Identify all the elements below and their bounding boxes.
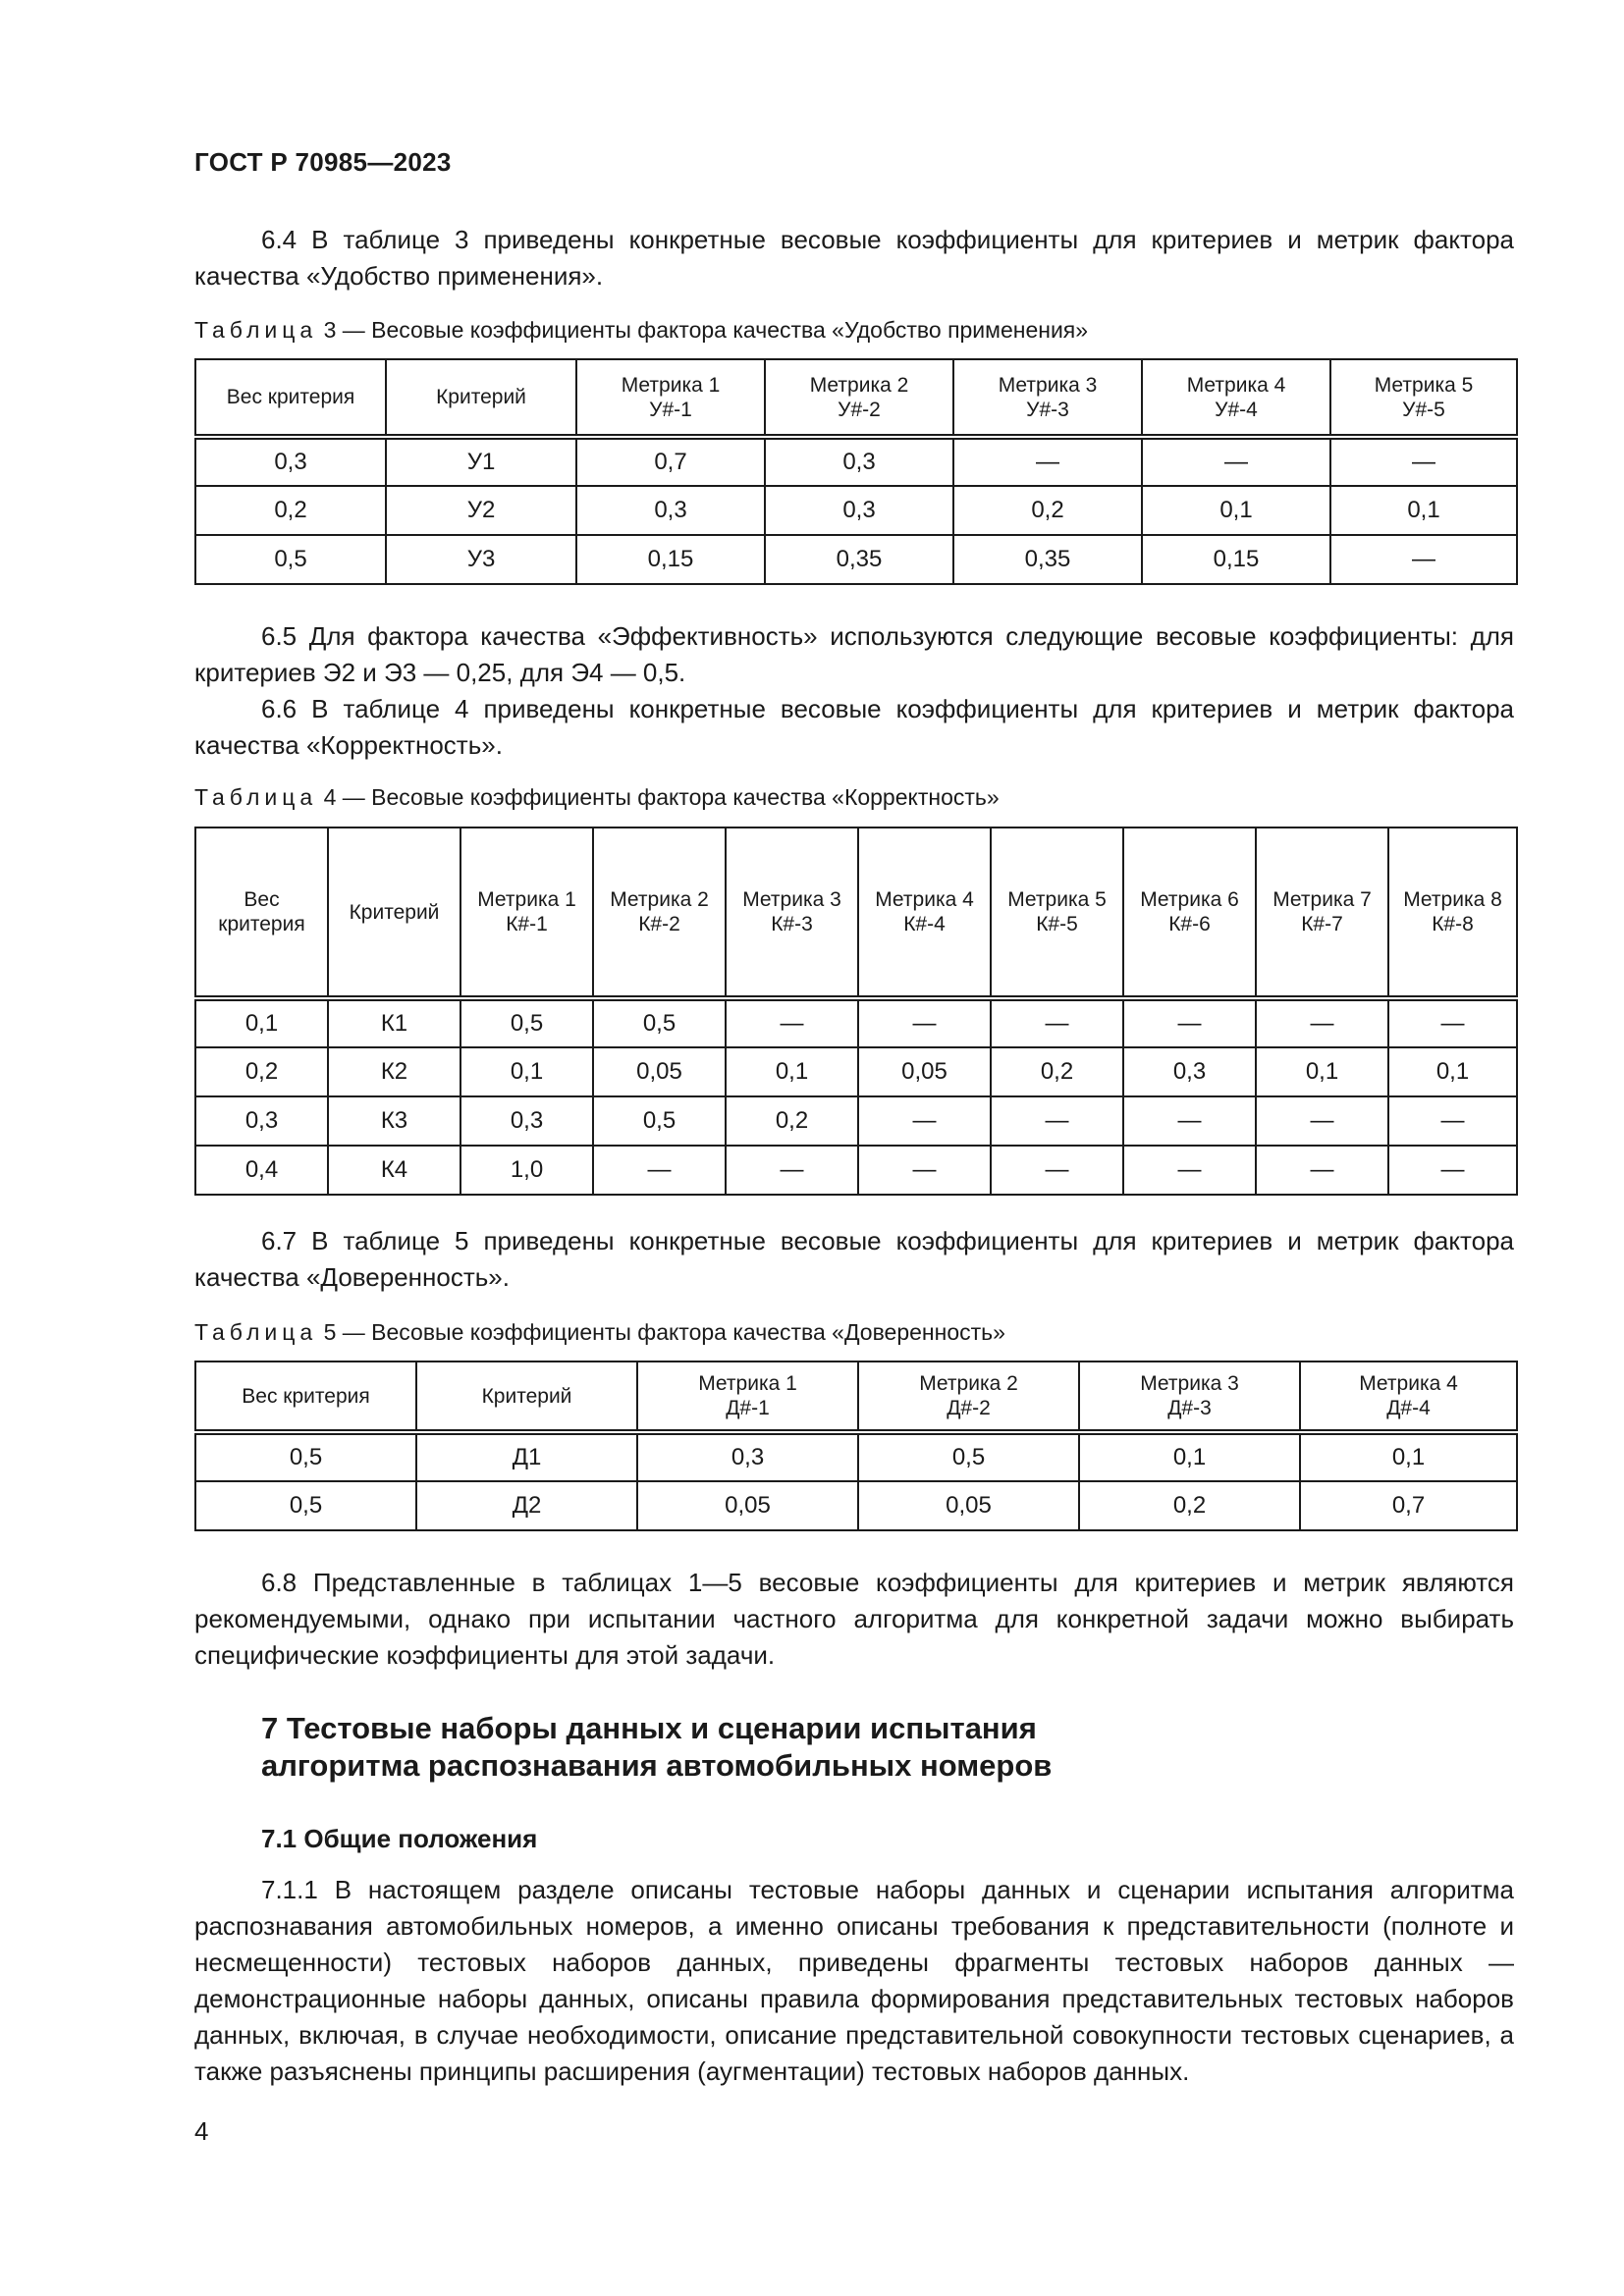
header-cell: Вес критерия <box>195 828 328 998</box>
table-cell: — <box>1256 998 1388 1047</box>
table-cell: 0,2 <box>195 1047 328 1096</box>
table-header-row <box>195 828 1517 998</box>
table-cell: 1,0 <box>460 1146 593 1195</box>
table-cell: — <box>1330 437 1517 486</box>
table-cell: 0,3 <box>765 437 953 486</box>
table-5-caption-text: 5 — Весовые коэффициенты фактора качества «Доверенность» <box>323 1319 1005 1345</box>
table-cell: 0,1 <box>1330 486 1517 535</box>
table-4 <box>194 827 1518 1196</box>
table-cell: 0,3 <box>195 1096 328 1146</box>
table-cell: 0,5 <box>593 998 726 1047</box>
table-cell: У2 <box>386 486 576 535</box>
header-cell: Метрика 2 К#-2 <box>593 828 726 998</box>
table-row <box>195 1432 1517 1481</box>
table-cell: — <box>858 1146 991 1195</box>
table-cell: 0,1 <box>726 1047 858 1096</box>
subsection-7-1-title: 7.1 Общие положения <box>261 1824 538 1853</box>
table-cell: 0,3 <box>765 486 953 535</box>
table-3-caption-word: Таблица <box>194 317 318 343</box>
header-cell: Метрика 1 Д#-1 <box>637 1362 858 1432</box>
table-cell: 0,7 <box>1300 1481 1517 1530</box>
table-cell: 0,3 <box>637 1432 858 1481</box>
table-cell: — <box>953 437 1142 486</box>
table-row <box>195 1096 1517 1146</box>
table-header-row <box>195 1362 1517 1432</box>
header-cell: Вес критерия <box>195 359 386 437</box>
table-cell: 0,5 <box>195 1432 416 1481</box>
table-cell: 0,35 <box>953 535 1142 584</box>
section-7-title-line-2: алгоритма распознавания автомобильных номеров <box>261 1748 1053 1783</box>
table-cell: 0,05 <box>637 1481 858 1530</box>
table-row <box>195 486 1517 535</box>
table-cell: — <box>1256 1146 1388 1195</box>
table-cell: К4 <box>328 1146 460 1195</box>
table-header-row <box>195 359 1517 437</box>
table-cell: 0,5 <box>195 535 386 584</box>
table-cell: 0,2 <box>726 1096 858 1146</box>
table-cell: — <box>593 1146 726 1195</box>
table-3-caption-text: 3 — Весовые коэффициенты фактора качества «Удобство применения» <box>323 317 1089 343</box>
table-cell: 0,05 <box>858 1481 1079 1530</box>
table-4-caption <box>194 784 1000 811</box>
paragraph-6-8: 6.8 Представленные в таблицах 1—5 весовые коэффициенты для критериев и метрик являются рекомендуемыми, однако при испытании частного алгоритма для конкретной задачи можно выбирать специфические коэффициенты для этой задачи. <box>194 1568 1514 1670</box>
table-cell: 0,5 <box>460 998 593 1047</box>
table-5-caption-word: Таблица <box>194 1319 318 1345</box>
table-4-caption-word: Таблица <box>194 784 318 810</box>
header-cell: Критерий <box>386 359 576 437</box>
table-cell: — <box>991 998 1123 1047</box>
table-5 <box>194 1361 1518 1531</box>
table-cell: — <box>1123 1146 1256 1195</box>
table-cell: 0,1 <box>1388 1047 1517 1096</box>
paragraph-7-1-1: 7.1.1 В настоящем разделе описаны тестовые наборы данных и сценарии испытания алгоритма распознавания автомобильных номеров, а именно описаны требования к представительности (полноте и несмещенности) тестовых наборов данных, приведены фрагменты тестовых наборов данных — демонстрационные наборы данных, описаны правила формирования представительных тестовых наборов данных, включая, в случае необходимости, описание представительной совокупности тестовых сценариев, а также разъяснены принципы расширения (аугментации) тестовых наборов данных. <box>194 1875 1514 2086</box>
header-cell: Метрика 2 У#-2 <box>765 359 953 437</box>
table-cell: Д1 <box>416 1432 637 1481</box>
table-cell: У3 <box>386 535 576 584</box>
section-7-title-line-1: 7 Тестовые наборы данных и сценарии испытания <box>261 1711 1037 1745</box>
table-cell: 0,1 <box>1079 1432 1300 1481</box>
header-cell: Метрика 5 К#-5 <box>991 828 1123 998</box>
table-cell: 0,1 <box>195 998 328 1047</box>
table-cell: 0,2 <box>195 486 386 535</box>
table-cell: 0,3 <box>1123 1047 1256 1096</box>
table-cell: 0,5 <box>858 1432 1079 1481</box>
table-cell: — <box>726 998 858 1047</box>
table-5-caption <box>194 1319 1005 1346</box>
table-cell: — <box>1123 998 1256 1047</box>
table-cell: — <box>1330 535 1517 584</box>
header-cell: Критерий <box>416 1362 637 1432</box>
header-cell: Метрика 3 У#-3 <box>953 359 1142 437</box>
table-cell: — <box>1388 998 1517 1047</box>
table-cell: 0,2 <box>991 1047 1123 1096</box>
table-row <box>195 535 1517 584</box>
paragraph-6-4: 6.4 В таблице 3 приведены конкретные весовые коэффициенты для критериев и метрик фактора качества «Удобство применения». <box>194 225 1514 291</box>
table-row <box>195 437 1517 486</box>
table-cell: — <box>1123 1096 1256 1146</box>
table-cell: — <box>726 1146 858 1195</box>
table-3-caption <box>194 317 1088 344</box>
table-cell: 0,1 <box>1300 1432 1517 1481</box>
table-cell: — <box>991 1146 1123 1195</box>
header-cell: Метрика 1 У#-1 <box>576 359 765 437</box>
table-cell: 0,5 <box>195 1481 416 1530</box>
table-cell: 0,2 <box>953 486 1142 535</box>
table-row <box>195 1047 1517 1096</box>
header-cell: Метрика 1 К#-1 <box>460 828 593 998</box>
page-number: 4 <box>194 2116 209 2146</box>
table-cell: К3 <box>328 1096 460 1146</box>
table-cell: 0,5 <box>593 1096 726 1146</box>
header-cell: Вес критерия <box>195 1362 416 1432</box>
table-cell: — <box>1388 1096 1517 1146</box>
paragraph-6-7: 6.7 В таблице 5 приведены конкретные весовые коэффициенты для критериев и метрик фактора качества «Доверенность». <box>194 1226 1514 1292</box>
header-cell: Метрика 3 К#-3 <box>726 828 858 998</box>
table-cell: — <box>1388 1146 1517 1195</box>
header-cell: Метрика 6 К#-6 <box>1123 828 1256 998</box>
table-row <box>195 998 1517 1047</box>
header-cell: Метрика 4 У#-4 <box>1142 359 1330 437</box>
table-cell: 0,1 <box>1256 1047 1388 1096</box>
table-cell: 0,05 <box>593 1047 726 1096</box>
table-row <box>195 1146 1517 1195</box>
table-cell: 0,35 <box>765 535 953 584</box>
paragraph-6-6: 6.6 В таблице 4 приведены конкретные весовые коэффициенты для критериев и метрик фактора качества «Корректность». <box>194 694 1514 760</box>
table-cell: 0,4 <box>195 1146 328 1195</box>
table-cell: 0,3 <box>576 486 765 535</box>
table-cell: — <box>991 1096 1123 1146</box>
table-cell: 0,1 <box>1142 486 1330 535</box>
table-cell: К1 <box>328 998 460 1047</box>
header-cell: Критерий <box>328 828 460 998</box>
header-cell: Метрика 2 Д#-2 <box>858 1362 1079 1432</box>
table-cell: — <box>1142 437 1330 486</box>
paragraph-6-5: 6.5 Для фактора качества «Эффективность» используются следующие весовые коэффициенты: для критериев Э2 и Э3 — 0,25, для Э4 — 0,5. <box>194 621 1514 687</box>
section-7-title <box>261 1710 1052 1785</box>
header-cell: Метрика 7 К#-7 <box>1256 828 1388 998</box>
table-cell: — <box>1256 1096 1388 1146</box>
table-cell: — <box>858 998 991 1047</box>
document-header: ГОСТ Р 70985—2023 <box>194 147 452 177</box>
table-cell: К2 <box>328 1047 460 1096</box>
table-cell: 0,2 <box>1079 1481 1300 1530</box>
table-cell: 0,7 <box>576 437 765 486</box>
table-cell: 0,3 <box>195 437 386 486</box>
table-4-caption-text: 4 — Весовые коэффициенты фактора качества «Корректность» <box>323 784 1000 810</box>
table-cell: 0,15 <box>1142 535 1330 584</box>
header-cell: Метрика 4 К#-4 <box>858 828 991 998</box>
header-cell: Метрика 5 У#-5 <box>1330 359 1517 437</box>
table-cell: Д2 <box>416 1481 637 1530</box>
table-cell: 0,3 <box>460 1096 593 1146</box>
header-cell: Метрика 4 Д#-4 <box>1300 1362 1517 1432</box>
table-cell: 0,05 <box>858 1047 991 1096</box>
table-cell: У1 <box>386 437 576 486</box>
table-3 <box>194 358 1518 585</box>
header-cell: Метрика 3 Д#-3 <box>1079 1362 1300 1432</box>
table-cell: 0,15 <box>576 535 765 584</box>
table-cell: — <box>858 1096 991 1146</box>
header-cell: Метрика 8 К#-8 <box>1388 828 1517 998</box>
table-cell: 0,1 <box>460 1047 593 1096</box>
table-row <box>195 1481 1517 1530</box>
